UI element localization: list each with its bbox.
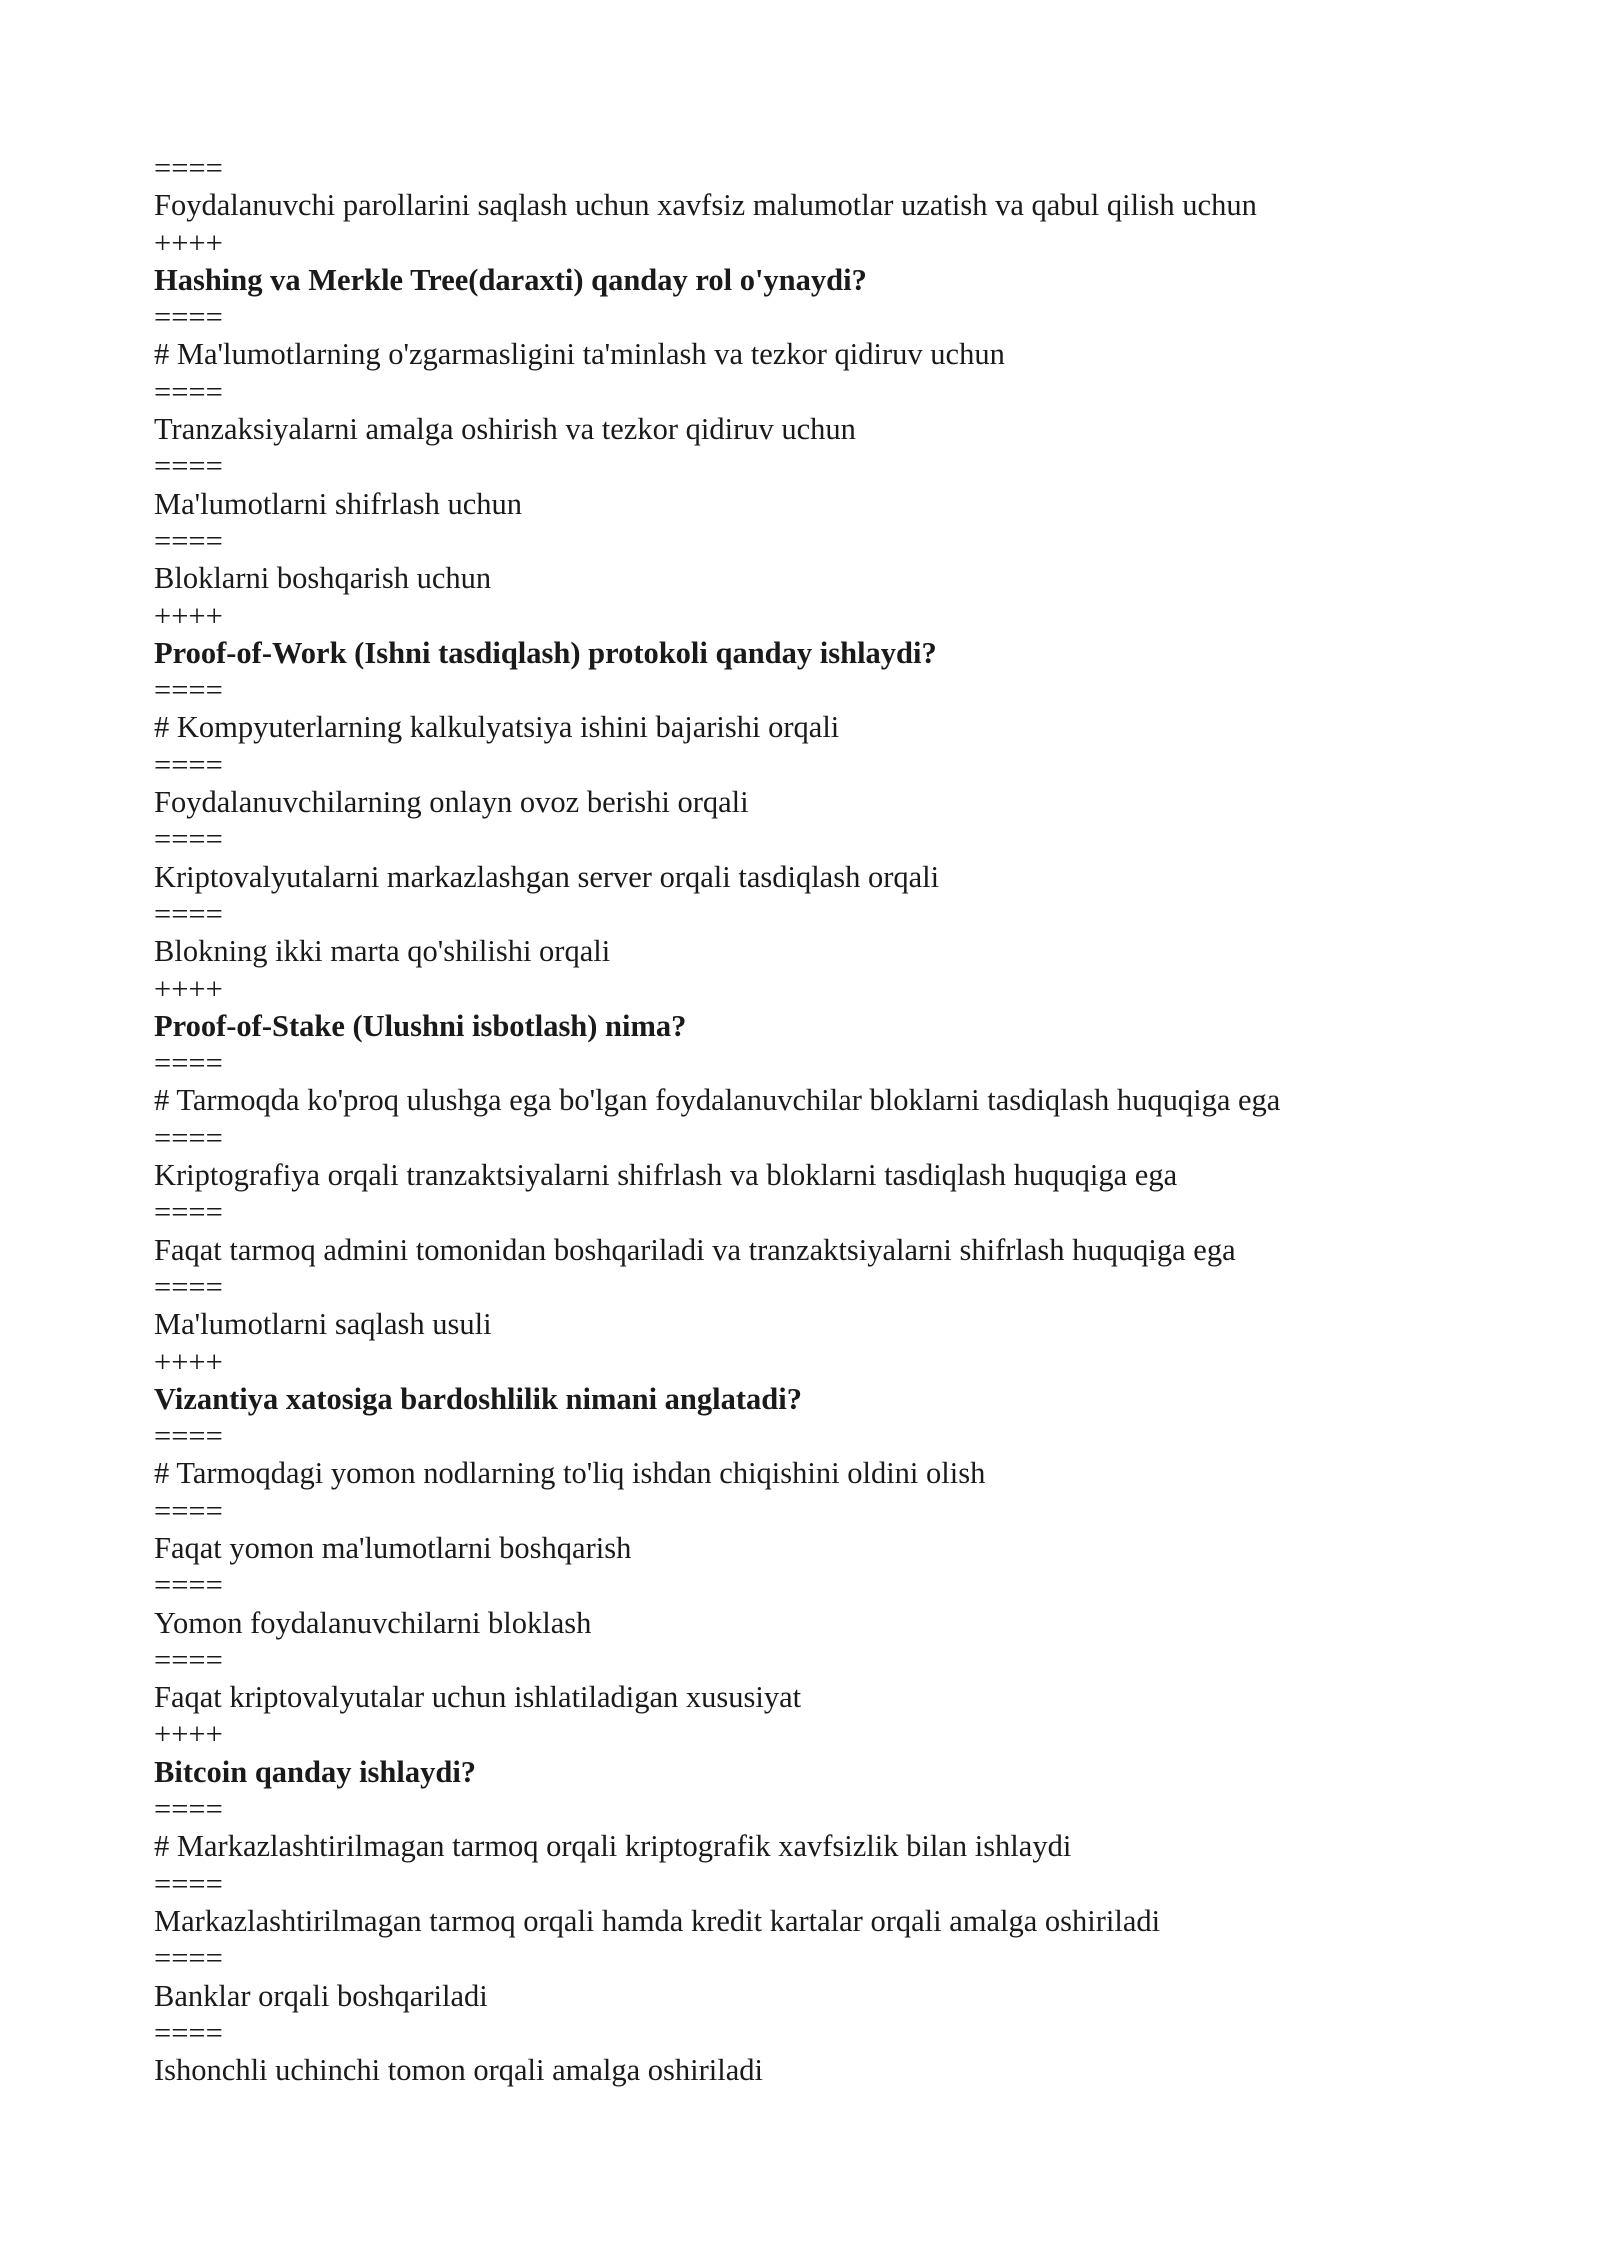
answer-option: # Markazlashtirilmagan tarmoq orqali kriptografik xavfsizlik bilan ishlaydi: [154, 1829, 1072, 1864]
separator-line: ====: [154, 1046, 223, 1081]
separator-line: ====: [154, 449, 223, 484]
question-text: Bitcoin qanday ishlaydi?: [154, 1754, 477, 1789]
separator-line: ====: [154, 300, 223, 335]
answer-option: # Ma'lumotlarning o'zgarmasligini ta'minlash va tezkor qidiruv uchun: [154, 337, 1005, 372]
separator-line: ====: [154, 673, 223, 708]
document-page: [154, 150, 1454, 2089]
answer-option: # Tarmoqdagi yomon nodlarning to'liq ishdan chiqishini oldini olish: [154, 1456, 986, 1491]
answer-option: Ma'lumotlarni saqlash usuli: [154, 1307, 492, 1342]
separator-line: ====: [154, 2015, 223, 2050]
answer-option: Kriptografiya orqali tranzaktsiyalarni shifrlash va bloklarni tasdiqlash huquqiga ega: [154, 1158, 1178, 1193]
separator-line: ====: [154, 747, 223, 782]
separator-line: ++++: [154, 1717, 223, 1752]
separator-line: ====: [154, 1792, 223, 1827]
separator-line: ====: [154, 1568, 223, 1603]
separator-line: ====: [154, 1866, 223, 1901]
answer-option: Foydalanuvchi parollarini saqlash uchun xavfsiz malumotlar uzatish va qabul qilish uchun: [154, 188, 1257, 223]
separator-line: ====: [154, 1493, 223, 1528]
answer-option: Faqat kriptovalyutalar uchun ishlatiladigan xususiyat: [154, 1680, 802, 1715]
separator-line: ====: [154, 896, 223, 931]
question-text: Hashing va Merkle Tree(daraxti) qanday rol o'ynaydi?: [154, 262, 867, 297]
separator-line: ====: [154, 374, 223, 409]
answer-option: Ma'lumotlarni shifrlash uchun: [154, 486, 523, 521]
answer-option: Banklar orqali boshqariladi: [154, 1978, 488, 2013]
separator-line: ====: [154, 523, 223, 558]
separator-line: ++++: [154, 1344, 223, 1379]
answer-option: Ishonchli uchinchi tomon orqali amalga oshiriladi: [154, 2053, 764, 2088]
answer-option: Kriptovalyutalarni markazlashgan server orqali tasdiqlash orqali: [154, 859, 940, 894]
answer-option: Foydalanuvchilarning onlayn ovoz berishi orqali: [154, 785, 749, 820]
question-text: Vizantiya xatosiga bardoshlilik nimani anglatadi?: [154, 1381, 802, 1416]
answer-option: Markazlashtirilmagan tarmoq orqali hamda kredit kartalar orqali amalga oshiriladi: [154, 1903, 1161, 1938]
separator-line: ++++: [154, 225, 223, 260]
answer-option: Bloklarni boshqarish uchun: [154, 561, 492, 596]
answer-option: Tranzaksiyalarni amalga oshirish va tezkor qidiruv uchun: [154, 412, 856, 447]
separator-line: ++++: [154, 598, 223, 633]
answer-option: # Kompyuterlarning kalkulyatsiya ishini bajarishi orqali: [154, 710, 840, 745]
separator-line: ====: [154, 1120, 223, 1155]
separator-line: ====: [154, 1269, 223, 1304]
separator-line: ====: [154, 151, 223, 185]
separator-line: ====: [154, 1419, 223, 1454]
separator-line: ====: [154, 822, 223, 857]
question-text: Proof-of-Stake (Ulushni isbotlash) nima?: [154, 1008, 687, 1043]
separator-line: ====: [154, 1195, 223, 1230]
answer-option: Faqat tarmoq admini tomonidan boshqariladi va tranzaktsiyalarni shifrlash huquqiga ega: [154, 1232, 1236, 1267]
question-text: Proof-of-Work (Ishni tasdiqlash) protokoli qanday ishlaydi?: [154, 635, 937, 670]
separator-line: ====: [154, 1642, 223, 1677]
answer-option: Faqat yomon ma'lumotlarni boshqarish: [154, 1530, 632, 1565]
answer-option: Yomon foydalanuvchilarni bloklash: [154, 1605, 592, 1640]
separator-line: ====: [154, 1941, 223, 1976]
answer-option: Blokning ikki marta qo'shilishi orqali: [154, 934, 611, 969]
separator-line: ++++: [154, 971, 223, 1006]
answer-option: # Tarmoqda ko'proq ulushga ega bo'lgan foydalanuvchilar bloklarni tasdiqlash huquqiga ega: [154, 1083, 1281, 1118]
